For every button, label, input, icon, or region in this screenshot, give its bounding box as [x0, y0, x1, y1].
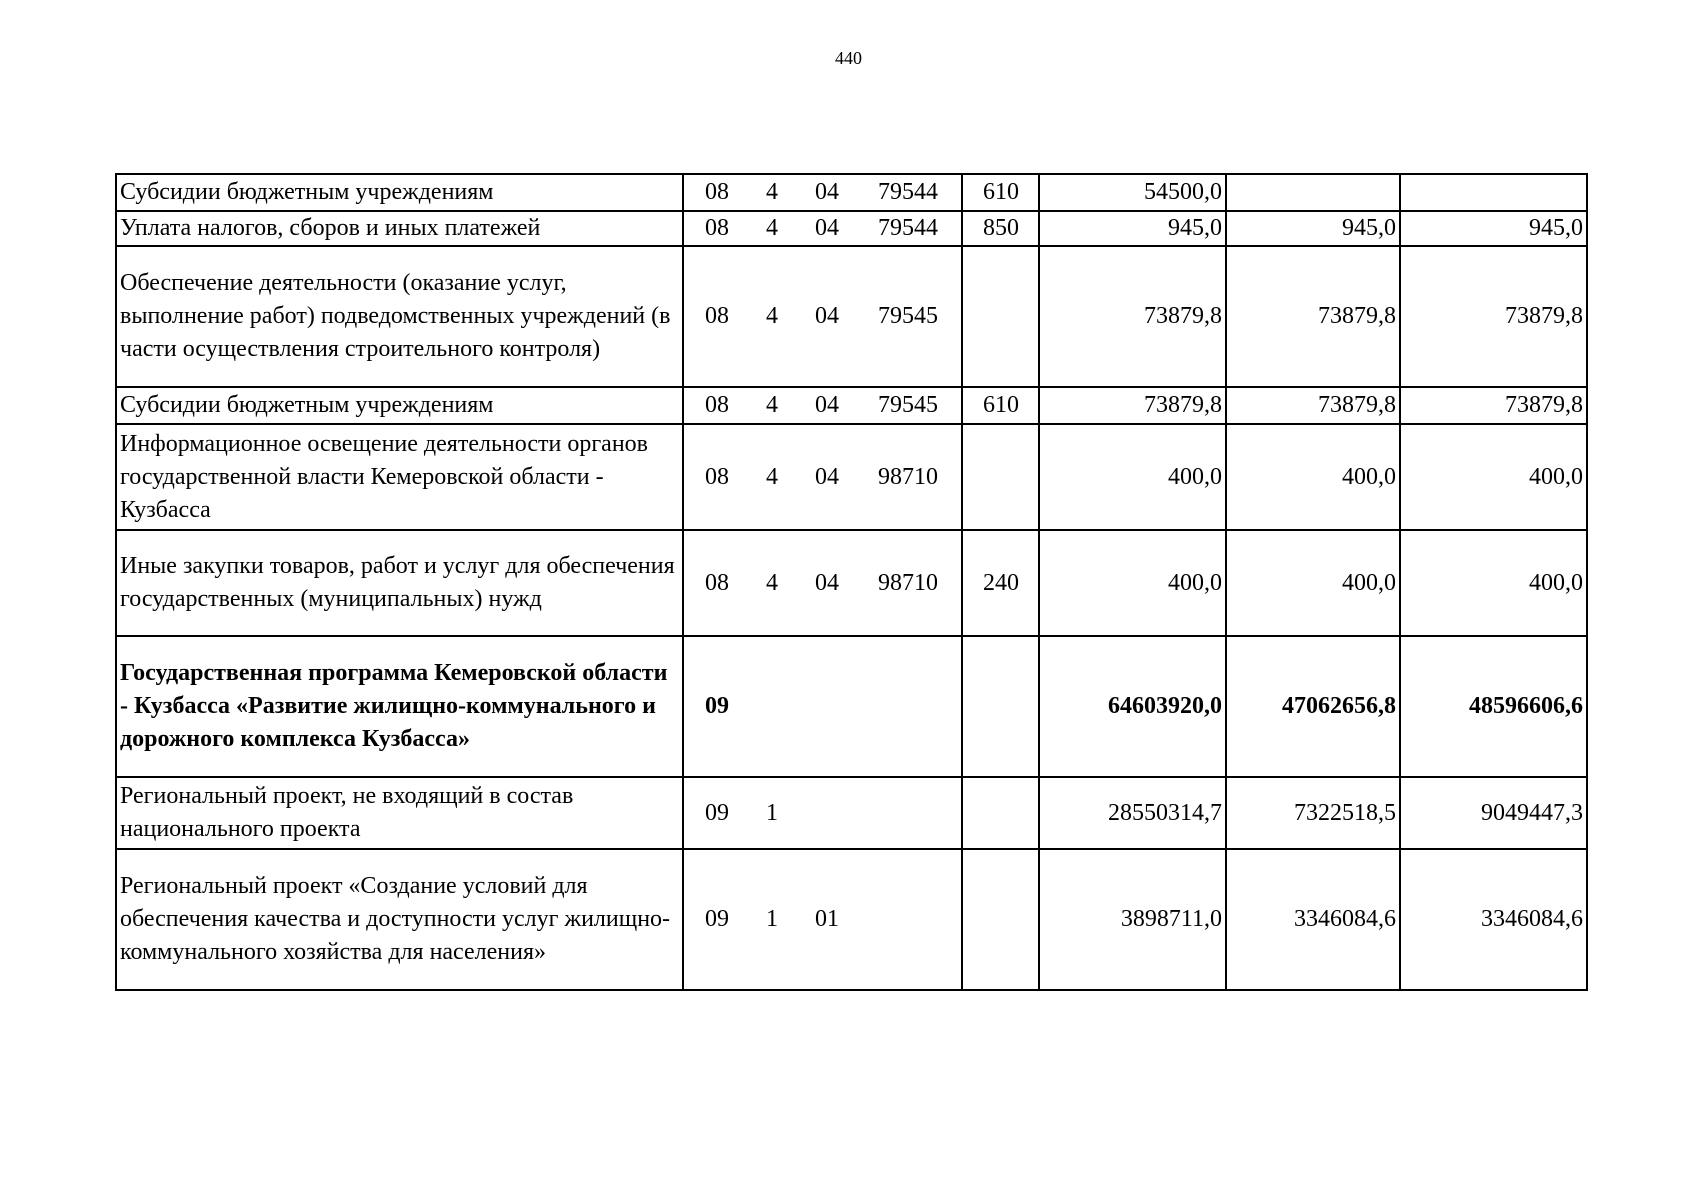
amount-year-3 [1400, 174, 1587, 211]
table-row [116, 777, 1587, 849]
main-event-code: 01 [815, 906, 839, 932]
row-codes [683, 777, 962, 849]
subprogram-code: 4 [766, 463, 778, 490]
row-codes [683, 849, 962, 990]
row-name: Обеспечение деятельности (оказание услуг, выполнение работ) подведомственных учреждений (в части осуществления строительного контроля) [116, 246, 683, 387]
main-event-code: 04 [815, 569, 839, 596]
subprogram-code: 4 [766, 179, 778, 205]
row-name: Региональный проект «Создание условий для обеспечения качества и доступности услуг жилищно-коммунального хозяйства для населения» [116, 849, 683, 990]
amount-year-1: 54500,0 [1039, 174, 1226, 211]
expense-type-code: 610 [962, 174, 1039, 211]
table-row [116, 849, 1587, 990]
direction-code: 79544 [878, 215, 938, 241]
direction-code: 98710 [878, 463, 938, 490]
amount-year-2 [1226, 174, 1400, 211]
main-event-code: 04 [815, 392, 839, 418]
subprogram-code: 4 [766, 303, 778, 329]
amount-year-2: 73879,8 [1226, 387, 1400, 424]
amount-year-3: 945,0 [1400, 211, 1587, 246]
subprogram-code: 4 [766, 392, 778, 418]
row-codes [683, 387, 962, 424]
amount-year-3: 48596606,6 [1400, 636, 1587, 777]
amount-year-3: 9049447,3 [1400, 777, 1587, 849]
subprogram-code: 4 [766, 569, 778, 596]
program-code: 08 [705, 179, 729, 205]
program-code: 09 [705, 906, 729, 932]
direction-code: 79544 [878, 179, 938, 205]
expense-type-code [962, 636, 1039, 777]
program-code: 08 [705, 569, 729, 596]
row-name: Субсидии бюджетным учреждениям [116, 174, 683, 211]
budget-table [115, 173, 1588, 991]
amount-year-3: 400,0 [1400, 530, 1587, 636]
page-number: 440 [835, 48, 862, 68]
row-name: Иные закупки товаров, работ и услуг для обеспечения государственных (муниципальных) нужд [116, 530, 683, 636]
program-code: 09 [705, 799, 729, 826]
amount-year-1: 945,0 [1039, 211, 1226, 246]
subprogram-code: 1 [766, 799, 778, 826]
row-name: Субсидии бюджетным учреждениям [116, 387, 683, 424]
expense-type-code [962, 424, 1039, 530]
amount-year-2: 73879,8 [1226, 246, 1400, 387]
amount-year-2: 7322518,5 [1226, 777, 1400, 849]
row-codes [683, 424, 962, 530]
table-row [116, 211, 1587, 246]
table-row [116, 636, 1587, 777]
table-row [116, 424, 1587, 530]
amount-year-1: 3898711,0 [1039, 849, 1226, 990]
amount-year-3: 3346084,6 [1400, 849, 1587, 990]
direction-code: 98710 [878, 569, 938, 596]
table-row [116, 246, 1587, 387]
table-row [116, 174, 1587, 211]
amount-year-2: 945,0 [1226, 211, 1400, 246]
main-event-code: 04 [815, 463, 839, 490]
program-code: 08 [705, 392, 729, 418]
amount-year-2: 400,0 [1226, 424, 1400, 530]
row-name: Информационное освещение деятельности органов государственной власти Кемеровской области - Кузбасса [116, 424, 683, 530]
amount-year-3: 73879,8 [1400, 246, 1587, 387]
program-code: 08 [705, 463, 729, 490]
direction-code: 79545 [878, 392, 938, 418]
amount-year-3: 400,0 [1400, 424, 1587, 530]
main-event-code: 04 [815, 179, 839, 205]
row-codes [683, 530, 962, 636]
amount-year-1: 73879,8 [1039, 387, 1226, 424]
amount-year-1: 73879,8 [1039, 246, 1226, 387]
amount-year-2: 3346084,6 [1226, 849, 1400, 990]
main-event-code: 04 [815, 303, 839, 329]
row-name: Уплата налогов, сборов и иных платежей [116, 211, 683, 246]
amount-year-3: 73879,8 [1400, 387, 1587, 424]
table-row [116, 387, 1587, 424]
amount-year-2: 47062656,8 [1226, 636, 1400, 777]
row-codes [683, 174, 962, 211]
direction-code: 79545 [878, 303, 938, 329]
row-codes [683, 211, 962, 246]
expense-type-code [962, 246, 1039, 387]
main-event-code: 04 [815, 215, 839, 241]
expense-type-code [962, 777, 1039, 849]
table-row [116, 530, 1587, 636]
amount-year-1: 64603920,0 [1039, 636, 1226, 777]
expense-type-code: 610 [962, 387, 1039, 424]
row-codes [683, 246, 962, 387]
expense-type-code: 240 [962, 530, 1039, 636]
amount-year-1: 28550314,7 [1039, 777, 1226, 849]
row-codes [683, 636, 962, 777]
amount-year-1: 400,0 [1039, 424, 1226, 530]
subprogram-code: 1 [766, 906, 778, 932]
row-name: Региональный проект, не входящий в состав национального проекта [116, 777, 683, 849]
subprogram-code: 4 [766, 215, 778, 241]
program-code: 09 [705, 693, 729, 719]
program-code: 08 [705, 303, 729, 329]
program-code: 08 [705, 215, 729, 241]
row-name: Государственная программа Кемеровской области - Кузбасса «Развитие жилищно-коммунального и дорожного комплекса Кузбасса» [116, 636, 683, 777]
expense-type-code [962, 849, 1039, 990]
amount-year-2: 400,0 [1226, 530, 1400, 636]
expense-type-code: 850 [962, 211, 1039, 246]
amount-year-1: 400,0 [1039, 530, 1226, 636]
